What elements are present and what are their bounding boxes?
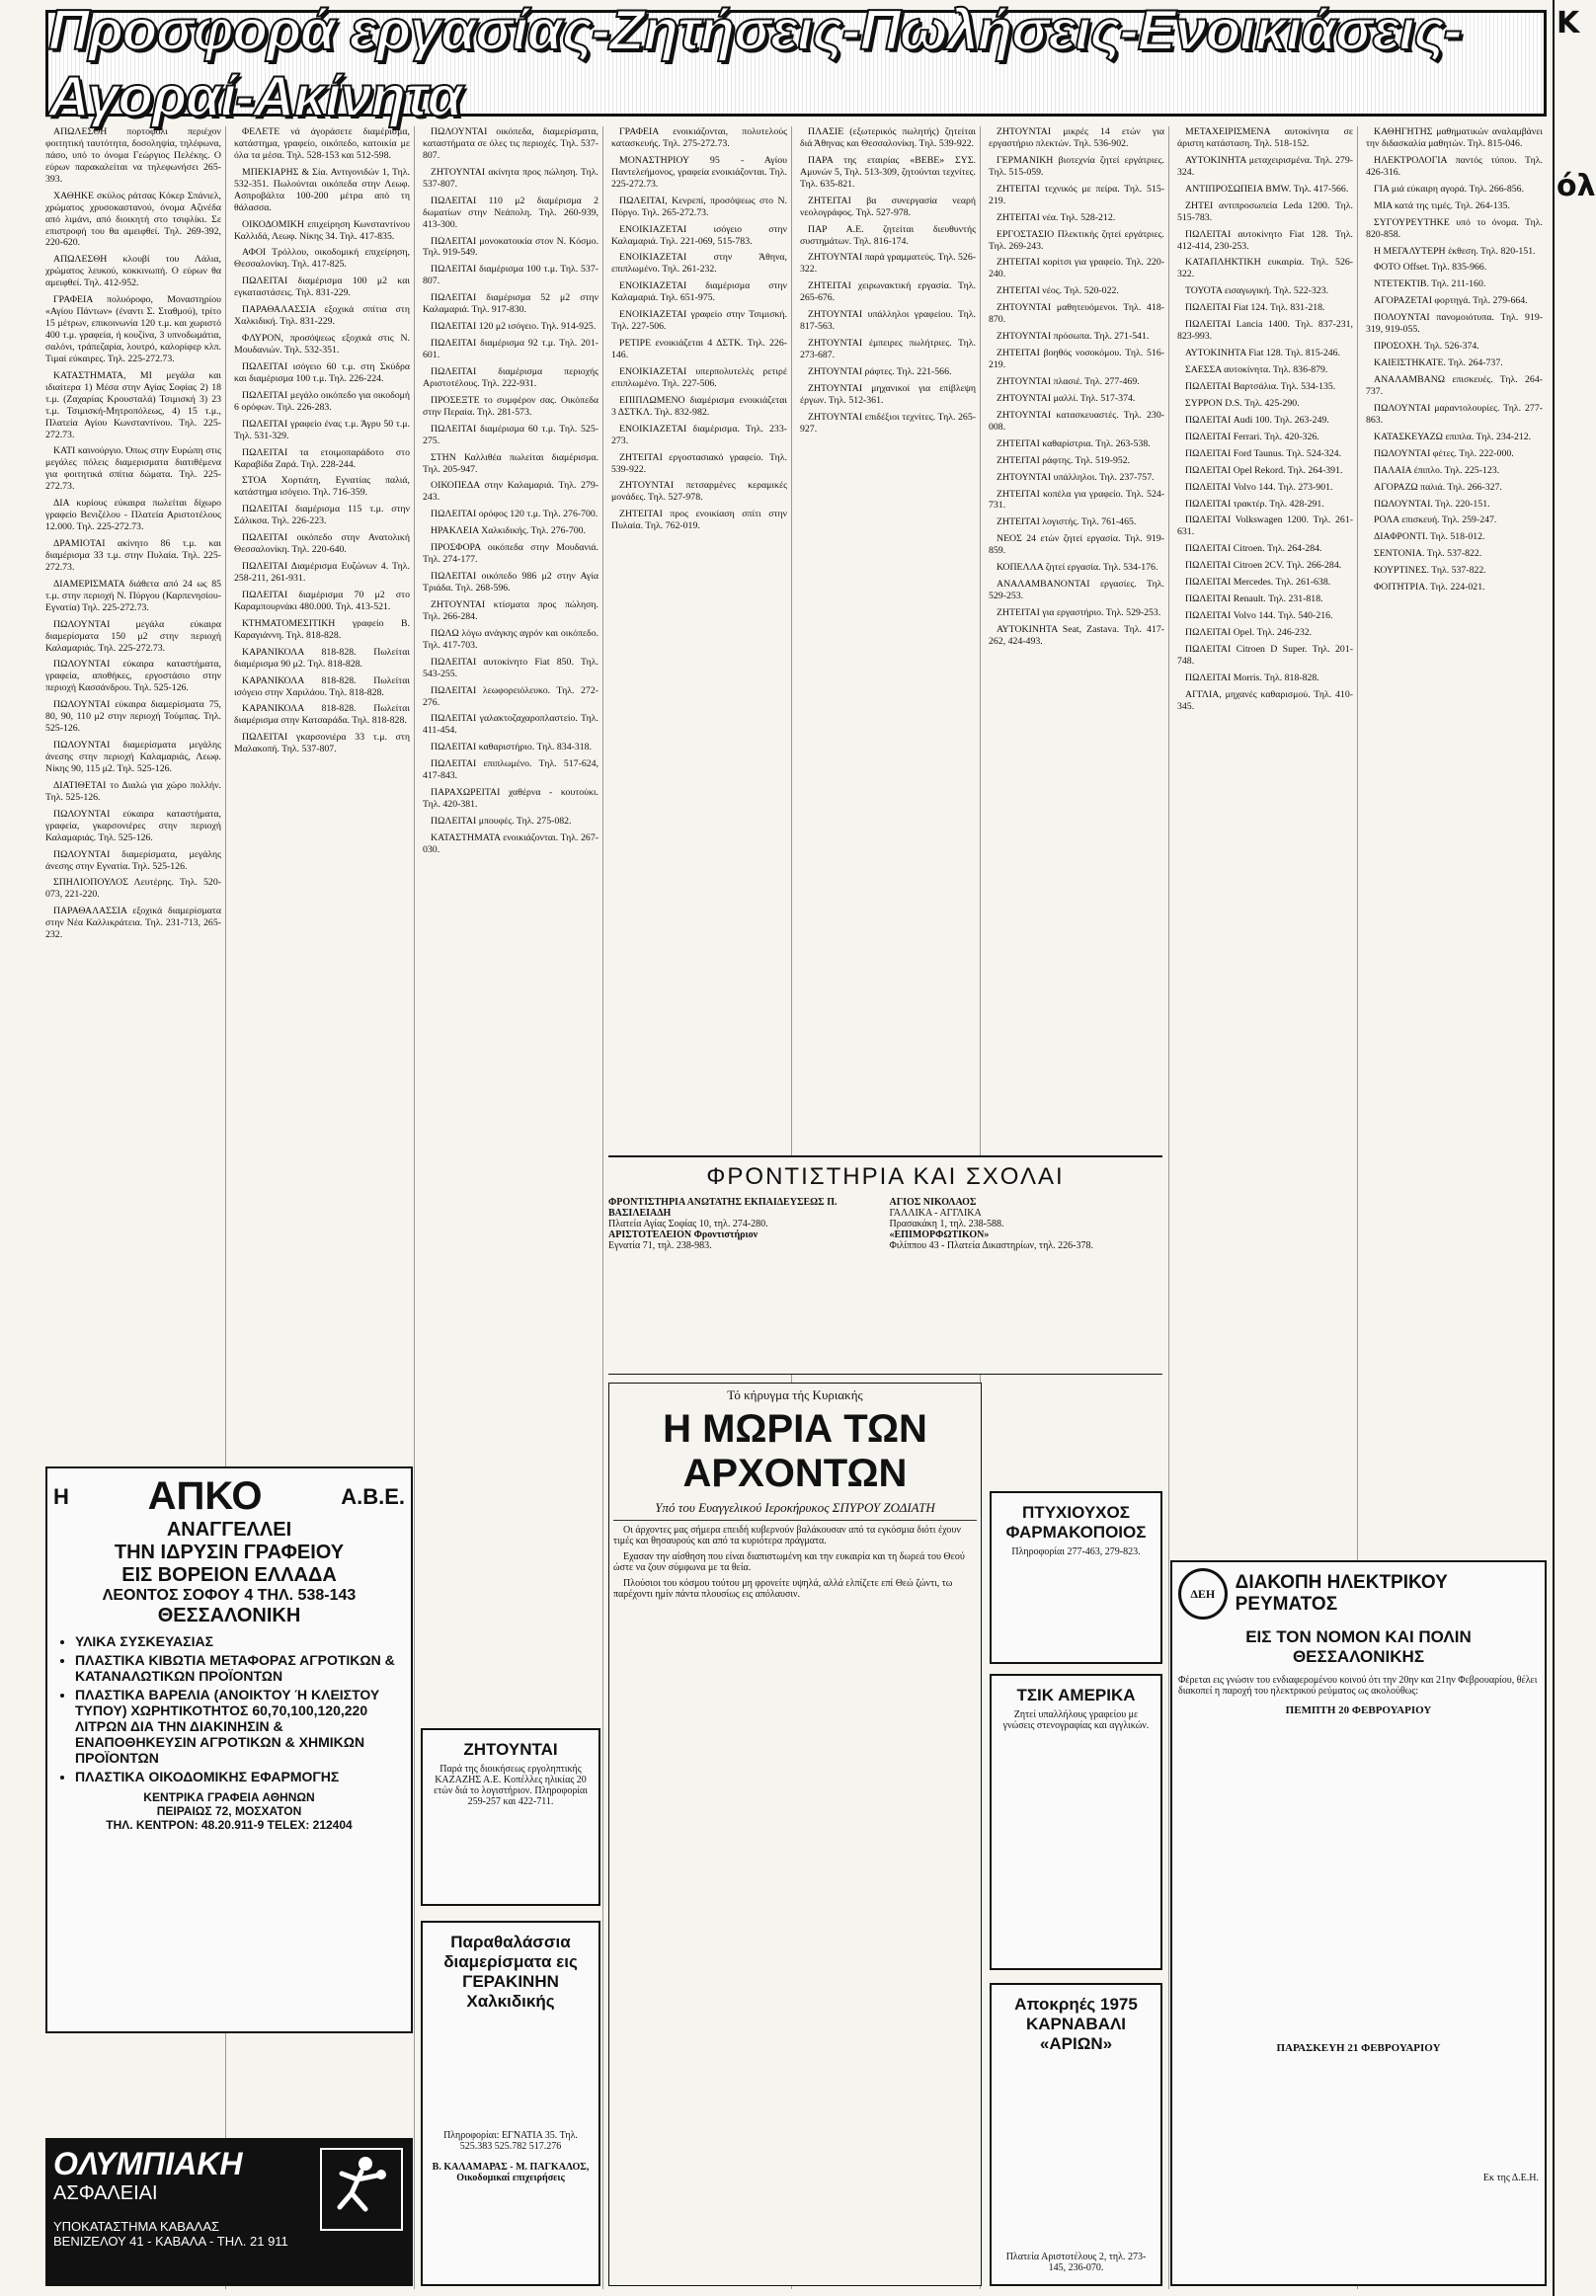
classified-ad: ΖΗΤΟΥΝΤΑΙ μηχανικοί για επίβλεψη έργων. Τηλ. 512-361. [800,382,976,406]
apko-line: ΤΗΝ ΙΔΡΥΣΙΝ ΓΡΑΦΕΙΟΥ [114,1542,345,1563]
classified-ad: ΠΩΛΕΙΤΑΙ Ford Taunus. Τηλ. 524-324. [1185,447,1342,459]
schools-right [890,1197,1163,1251]
classified-ad: ΖΗΤΟΥΝΤΑΙ πετσαρμένες κεραμικές μονάδες. Τηλ. 527-978. [611,480,787,504]
classified-ad: ΠΟΛΟΥΝΤΑΙ πανομοιότυπα. Τηλ. 919-319, 919-055. [1366,312,1543,336]
apko-line: ΘΕΣΣΑΛΟΝΙΚΗ [157,1605,301,1627]
classified-ad: ΕΝΟΙΚΙΑΖΕΤΑΙ γραφείο στην Τσιμισκή. Τηλ. 227-506. [611,309,787,333]
classified-ad: ΖΗΤΟΥΝΤΑΙ πρόσωπα. Τηλ. 271-541. [997,331,1150,343]
classified-ad: ΠΩΛΕΙΤΑΙ Morris. Τηλ. 818-828. [1185,672,1319,683]
classified-ad: ΖΗΤΟΥΝΤΑΙ επιδέξιοι τεχνίτες. Τηλ. 265-927. [800,411,976,435]
classifieds-banner: Προσφορά εργασίας-Ζητήσεις-Πωλήσεις-Ενοικιάσεις-Αγοραί-Ακίνητα [45,10,1547,117]
classified-ad: ΠΩΛΕΙΤΑΙ διαμέρισμα 92 τ.μ. Τηλ. 201-601. [423,338,598,360]
classified-ad: Η ΜΕΓΑΛΥΤΕΡΗ έκθεση. Τηλ. 820-151. [1374,245,1536,257]
classified-ad: ΠΑΡΑΘΑΛΑΣΣΙΑ εξοχικά σπίτια στη Χαλκιδική. Τηλ. 831-229. [234,304,410,328]
classified-ad: ΠΩΛΟΥΝΤΑΙ εύκαιρα καταστήματα, γραφεία, αποθήκες, εργοστάσιο στην περιοχή Κασσάνδρου. Τηλ. 525-126. [45,659,221,694]
pharmacist-title: ΠΤΥΧΙΟΥΧΟΣ ΦΑΡΜΑΚΟΠΟΙΟΣ [1005,1503,1147,1542]
classified-ad: ΕΝΟΙΚΙΑΖΕΤΑΙ ισόγειο στην Καλαμαριά. Τηλ. 221-069, 515-783. [611,223,787,247]
power-cut-header [1178,1568,1539,1620]
classified-ad: ΜΟΝΑΣΤΗΡΙΟΥ 95 - Αγίου Παντελεήμονος, γραφεία ενοικιάζονται. Τηλ. 225-272.73. [611,154,787,190]
classified-ad: ΖΗΤΟΥΝΤΑΙ ακίνητα προς πώληση. Τηλ. 537-807. [423,166,598,190]
classified-ad: ΑΓΟΡΑΖΩ παλιά. Τηλ. 266-327. [1374,481,1502,493]
classified-ad: ΠΩΛΟΥΝΤΑΙ διαμερίσματα μεγάλης άνεσης στην περιοχή Καλαμαριάς, Λεωφ. Νίκης 90, 115 μ2. Τηλ. 525-126. [45,740,221,774]
power-cut-intro: Φέρεται εις γνώσιν του ενδιαφερομένου κοινού ότι την 20ην και 21ην Φεβρουαρίου, θέλει διακοπεί η παροχή του ηλεκτρικού ρεύματος ως ακολούθως: [1178,1675,1538,1697]
classified-ad: ΜΠΕΚΙΑΡΗΣ & Σία. Αντιγονιδών 1, Τηλ. 532-351. Πωλούνται οικόπεδα στην Λεωφ. Ασπροβάλτα 100-200 μέτρα από τη θάλασσα. [234,166,410,213]
classified-ad: ΧΑΘΗΚΕ σκύλος ράτσας Κόκερ Σπάνιελ, χρώματος χρυσοκαστανού, όνομα Αζινέδα από λιμάνι, από διοικητή στο τσιφλίκι. Σε επιστροφή του θα αμειφθεί. Τηλ. 269-392, 220-620. [45,190,221,249]
classified-ad: ΠΑΡΑΘΑΛΑΣΣΙΑ εξοχικά διαμερίσματα στην Νέα Καλλικράτεια. Τηλ. 231-713, 265-232. [45,906,221,941]
classified-ad: ΠΡΟΣΟΧΗ. Τηλ. 526-374. [1374,341,1479,353]
deh-logo-icon: ΔΕΗ [1178,1568,1228,1620]
classified-ad: ΦΟΙΤΗΤΡΙΑ. Τηλ. 224-021. [1374,582,1485,594]
classified-ad: ΔΙΑΤΙΘΕΤΑΙ το Διαλώ για χώρο πολλήν. Τηλ. 525-126. [45,779,221,803]
classified-ad: ΑΥΤΟΚΙΝΗΤΑ μεταχειρισμένα. Τηλ. 279-324. [1177,154,1353,178]
classified-ad: ΠΩΛΕΙΤΑΙ τρακτέρ. Τηλ. 428-291. [1185,498,1324,510]
classified-ad: ΣΤΗΝ Καλλιθέα πωλείται διαμέρισμα. Τηλ. 205-947. [423,451,598,475]
classified-ad: ΡΟΛΑ επισκευή. Τηλ. 259-247. [1374,515,1497,526]
classified-ad: ΜΙΑ κατά της τιμές. Τηλ. 264-135. [1374,199,1510,211]
classified-ad: ΠΩΛΟΥΝΤΑΙ εύκαιρα διαμερίσματα 75, 80, 90, 110 μ2 στην περιοχή Τούμπας. Τηλ. 525-126. [45,699,221,735]
classified-ad: ΓΙΑ μιά εύκαιρη αγορά. Τηλ. 266-856. [1374,183,1525,195]
classified-ad: ΠΩΛΟΥΝΤΑΙ διαμερίσματα, μεγάλης άνεσης στην Εγνατία. Τηλ. 525-126. [45,848,221,872]
apko-product: • ΥΛΙΚΑ ΣΥΣΚΕΥΑΣΙΑΣ [75,1633,405,1649]
school-subtitle: ΓΑΛΛΙΚΑ - ΑΓΓΛΙΚΑ [889,1208,982,1219]
classified-ad: ΑΝΤΙΠΡΟΣΩΠΕΙΑ BMW. Τηλ. 417-566. [1185,183,1349,195]
school-text: Πλατεία Αγίας Σοφίας 10, τηλ. 274-280. [608,1219,768,1229]
kazazis-text: Παρά της διοικήσεως εργοληπτικής ΚΑΖΑΖΗΣ Α.Ε. Κοπέλλες ηλικίας 20 ετών διά το λογιστήριον. Πληροφορίαι 259-257 και 422-711. [434,1764,588,1807]
olympiaki-name: ΟΛΥΜΠΙΑΚΗ [53,2146,243,2181]
ads-list-7 [1177,126,1353,713]
classified-ad: ΖΗΤΕΙ αντιπροσωπεία Leda 1200. Τηλ. 515-783. [1177,199,1353,223]
classified-ad: ΔΙΑ κυρίους εύκαιρα πωλείται δίχωρο γραφείο Βενιζέλου - Πλατεία Αριστοτέλους 12.000. Τηλ. 225-272.73. [45,498,221,533]
classified-ad: ΖΗΤΕΙΤΑΙ χειρωνακτική εργασία. Τηλ. 265-676. [800,280,976,304]
classified-ad: ΠΑΡΑ της εταιρίας «ΒΕΒΕ» ΣΥΣ. Αμυνών 5, Τηλ. 513-309, ζητούνται τεχνίτες. Τηλ. 635-821. [800,154,976,190]
classified-ad: ΠΩΛΕΙΤΑΙ Διαμέρισμα Ευζώνων 4. Τηλ. 258-211, 261-931. [234,561,410,584]
apko-prefix: Η [53,1483,69,1509]
classified-ad: ΖΗΤΕΙΤΑΙ ράφτης. Τηλ. 519-952. [997,454,1131,466]
classified-ad: ΗΡΑΚΛΕΙΑ Χαλκιδικής. Τηλ. 276-700. [431,525,586,537]
classified-ad: ΠΛΑΣΙΕ (εξωτερικός πωλητής) ζητείται διά Άθηνας και Θεσσαλονίκη. Τηλ. 539-922. [800,126,976,149]
classified-ad: ΦΟΤΟ Offset. Τηλ. 835-966. [1374,262,1487,274]
classified-ad: ΠΩΛΕΙΤΑΙ Citroen. Τηλ. 264-284. [1185,543,1322,555]
classified-ad: ΡΕΤΙΡΕ ενοικιάζεται 4 ΔΣΤΚ. Τηλ. 226-146. [611,338,787,360]
classified-ad: ΝΤΕΤΕΚΤΙΒ. Τηλ. 211-160. [1374,278,1486,290]
schools-left [608,1197,882,1251]
classified-ad: ΖΗΤΟΥΝΤΑΙ υπάλληλοι. Τηλ. 237-757. [997,471,1155,483]
classified-ad: ΖΗΤΕΙΤΑΙ καθαρίστρια. Τηλ. 263-538. [997,437,1151,449]
sermon-article [608,1383,982,2286]
classified-ad: ΔΡΑΜΙΟΤΑΙ ακίνητο 86 τ.μ. και διαμέρισμα 33 τ.μ. στην Πυλαία. Τηλ. 225-272.73. [45,538,221,573]
carnival-notice [990,1983,1162,2286]
classified-ad: ΠΩΛΟΥΝΤΑΙ. Τηλ. 220-151. [1374,498,1490,510]
classified-ad: ΕΡΓΟΣΤΑΣΙΟ Πλεκτικής ζητεί εργάτριες. Τηλ. 269-243. [989,228,1164,252]
power-cut-subtitle: ΕΙΣ ΤΟΝ ΝΟΜΟΝ ΚΑΙ ΠΟΛΙΝ ΘΕΣΣΑΛΟΝΙΚΗΣ [1245,1627,1472,1666]
ads-list-5 [800,126,976,435]
classified-ad: ΖΗΤΟΥΝΤΑΙ υπάλληλοι γραφείου. Τηλ. 817-563. [800,309,976,333]
apko-line: ΛΕΟΝΤΟΣ ΣΟΦΟΥ 4 ΤΗΛ. 538-143 [102,1587,357,1604]
classified-ad: ΣΥΡΡΟΝ D.S. Τηλ. 425-290. [1185,397,1300,409]
classified-ad: ΓΡΑΦΕΙΑ πολυόροφο, Μοναστηρίου «Αγίου Πάντων» (έναντι Σ. Σταθμού), τρίτο 15 μέτρων, επικοινωνία 120 τ.μ. και χωριστό 400 τ.μ. γραφεία, ή κουζίνα, 3 υπνοδωμάτια, σαλόνι, τράπεζαρία, λουτρό, καλορίφερ κλπ. Τιμαί εύκαιρες. Τηλ. 225-272.73. [45,294,221,364]
ads-list-6 [989,126,1164,648]
ads-list-3 [423,126,598,856]
classified-ad: ΖΗΤΟΥΝΤΑΙ έμπειρες πωλήτριες. Τηλ. 273-687. [800,338,976,360]
classified-ad: ΚΤΗΜΑΤΟΜΕΣΙΤΙΚΗ γραφείο Β. Καραγιάννη. Τηλ. 818-828. [234,617,410,641]
gerakini-notice [421,1921,600,2286]
classified-ad: ΠΩΛΕΙΤΑΙ οικόπεδο στην Ανατολική Θεσσαλονίκη. Τηλ. 220-640. [234,532,410,556]
classified-ad: ΠΩΛΕΙΤΑΙ διαμέρισμα 52 μ2 στην Καλαμαριά. Τηλ. 917-830. [423,292,598,316]
tsik-america-notice [990,1674,1162,1970]
classified-ad: ΠΩΛΕΙΤΑΙ Opel Rekord. Τηλ. 264-391. [1185,464,1343,476]
page-edge [1553,0,1596,2296]
apko-line: ΕΙΣ ΒΟΡΕΙΟΝ ΕΛΛΑΔΑ [121,1564,337,1586]
classified-ad: ΚΑΤΙ καινούργιο. Όπως στην Ευρώπη στις μεγάλες πόλεις διαμερισματα διατιθέμενα για φοιτητικά σπίτια δώματα. Τηλ. 225-272.73. [45,445,221,493]
apko-footer-line: ΤΗΛ. ΚΕΝΤΡΟΝ: 48.20.911-9 TELEX: 212404 [106,1818,353,1833]
classified-ad: ΠΩΛΕΙΤΑΙ μεγάλο οικόπεδο για οικοδομή 6 ορόφων. Τηλ. 226-283. [234,389,410,413]
classified-ad: ΑΓΓΛΙΑ, μηχανές καθαρισμού. Τηλ. 410-345. [1177,688,1353,712]
carnival-title: Αποκρηές 1975 ΚΑΡΝΑΒΑΛΙ «ΑΡΙΩΝ» [1014,1995,1138,2053]
classified-ad: ΖΗΤΕΙΤΑΙ τεχνικός με πείρα. Τηλ. 515-219. [989,183,1164,206]
classified-ad: ΠΩΛΕΙΤΑΙ γραφείο ένας τ.μ. Άγρυ 50 τ.μ. Τηλ. 531-329. [234,418,410,441]
classified-ad: ΖΗΤΟΥΝΤΑΙ κατασκευαστές. Τηλ. 230-008. [989,409,1164,433]
classified-ad: ΖΗΤΕΙΤΑΙ κορίτσι για γραφείο. Τηλ. 220-240. [989,257,1164,280]
apko-footer [53,1790,405,1832]
classified-ad: ΠΩΛΟΥΝΤΑΙ φέτες. Τηλ. 222-000. [1374,447,1514,459]
classified-ad: ΖΗΤΟΥΝΤΑΙ κτίσματα προς πώληση. Τηλ. 266-284. [423,598,598,622]
ads-list-2 [234,126,410,755]
classified-ad: ΦΛΥΡΟΝ, προσόψεως εξοχικά στις Ν. Μουδανιών. Τηλ. 532-351. [234,333,410,356]
schools-heading: ΦΡΟΝΤΙΣΤΗΡΙΑ ΚΑΙ ΣΧΟΛΑΙ [706,1163,1065,1190]
classified-ad: ΚΑΤΑΣΤΗΜΑΤΑ ενοικιάζονται. Τηλ. 267-030. [423,831,598,855]
classified-ad: ΚΑΤΑΣΤΗΜΑΤΑ, ΜΙ μεγάλα και ιδιαίτερα 1) Μέσα στην Αγίας Σοφίας 2) 18 τ.μ. (Ζαχαρίας Κρουσταλά) Τσιμισκή 3) 23 τ.μ. Τσιμισκή-Μητροπόλεως, 4) 15 τ.μ., Πλατεία Αγίου Κωνσταντίνου. Τηλ. 225-272.73. [45,369,221,440]
classified-ad: ΠΩΛΕΙΤΑΙ 120 μ2 ισόγειο. Τηλ. 914-925. [431,321,597,333]
classified-ad: ΠΩΛΕΙΤΑΙ διαμέρισμα 60 τ.μ. Τηλ. 525-275. [423,423,598,446]
classified-ad: ΑΓΟΡΑΖΕΤΑΙ φορτηγά. Τηλ. 279-664. [1374,295,1528,307]
classified-ad: ΣΕΝΤΟΝΙΑ. Τηλ. 537-822. [1374,548,1482,560]
schools-grid [608,1197,1162,1251]
olympiaki-address: ΒΕΝΙΖΕΛΟΥ 41 - ΚΑΒΑΛΑ - ΤΗΛ. 21 911 [53,2234,288,2249]
classified-ad: ΠΩΛΕΙΤΑΙ Βαρτσάλια. Τηλ. 534-135. [1185,380,1336,392]
sermon-paragraph: Οι άρχοντες μας σήμερα επειδή κυβερνούν βαλάκουσαν από τα εγκόσμια διότι έχουν τιμές και θησαυρούς και από τα κυριότερα πράγματα. [613,1525,961,1546]
classified-ad: ΠΩΛΕΙΤΑΙ οικόπεδο 986 μ2 στην Αγία Τριάδα. Τηλ. 268-596. [423,571,598,594]
classified-ad: ΖΗΤΕΙΤΑΙ για εργαστήριο. Τηλ. 529-253. [997,607,1161,618]
classified-ad: ΓΡΑΦΕΙΑ ενοικιάζονται, πολυτελούς κατασκευής. Τηλ. 275-272.73. [611,126,787,149]
classified-ad: ΣΑΕΣΣΑ αυτοκίνητα. Τηλ. 836-879. [1185,364,1328,375]
classified-ad: ΑΥΤΟΚΙΝΗΤΑ Fiat 128. Τηλ. 815-246. [1185,348,1340,359]
classified-ad: ΖΗΤΟΥΝΤΑΙ μαλλί. Τηλ. 517-374. [997,392,1136,404]
classified-ad: ΠΩΛΕΙΤΑΙ Audi 100. Τηλ. 263-249. [1185,414,1329,426]
classified-ad: ΑΠΩΛΕΣΘΗ κλουβί του Λάλια, χρώματος λευκού, κοκκινωπή. Ο εύρων θα αμειφθεί. Τηλ. 412-952. [45,254,221,289]
classified-ad: ΣΥΓΟΥΡΕΥΤΗΚΕ υπό το όνομα. Τηλ. 820-858. [1366,216,1543,240]
apko-products [53,1633,405,1784]
apko-footer-line: ΠΕΙΡΑΙΩΣ 72, ΜΟΣΧΑΤΟΝ [156,1804,302,1819]
school-title: «ΕΠΙΜΟΡΦΩΤΙΚΟΝ» [889,1229,990,1240]
classified-ad: ΚΑΡΑΝΙΚΟΛΑ 818-828. Πωλείται ισόγειο στην Χαριλάου. Τηλ. 818-828. [234,674,410,698]
school-title: ΑΡΙΣΤΟΤΕΛΕΙΟΝ Φροντιστήριον [608,1229,758,1240]
classified-ad: ΖΗΤΕΙΤΑΙ προς ενοικίαση σπίτι στην Πυλαία. Τηλ. 762-019. [611,509,787,532]
classified-ad: ΑΥΤΟΚΙΝΗΤΑ Seat, Zastava. Τηλ. 417-262, 424-493. [989,623,1164,647]
kazazis-notice [421,1728,600,1906]
classified-ad: ΟΙΚΟΠΕΔΑ στην Καλαμαριά. Τηλ. 279-243. [423,480,598,504]
classified-ad: ΠΩΛΕΙΤΑΙ λεωφορειόλευκο. Τηλ. 272-276. [423,684,598,708]
apko-footer-line: ΚΕΝΤΡΙΚΑ ΓΡΑΦΕΙΑ ΑΘΗΝΩΝ [143,1790,315,1805]
tsik-america-text: Ζητεί υπαλλήλους γραφείου με γνώσεις στενογραφίας και αγγλικών. [1002,1709,1150,1731]
school-text: Εγνατία 71, τηλ. 238-983. [608,1240,712,1251]
pharmacist-notice [990,1491,1162,1664]
sermon-title: Η ΜΩΡΙΑ ΤΩΝ ΑΡΧΟΝΤΩΝ [663,1407,927,1495]
classified-ad: ΠΩΛΟΥΝΤΑΙ μεγάλα εύκαιρα διαμερίσματα 150 μ2 στην περιοχή Καλαμαριάς. Τηλ. 225-272.73. [45,618,221,654]
gerakini-text: Πληροφορίαι: ΕΓΝΑΤΙΑ 35. Τηλ. 525.383 525.782 517.276 [443,2130,578,2152]
classified-ad: ΖΗΤΕΙΤΑΙ νέος. Τηλ. 520-022. [997,285,1119,297]
classified-ad: ΠΩΛΕΙΤΑΙ αυτοκίνητο Fiat 850. Τηλ. 543-255. [423,656,598,679]
classified-ad: ΑΝΑΛΑΜΒΑΝΩ επισκευές. Τηλ. 264-737. [1366,374,1543,397]
classified-ad: ΖΗΤΟΥΝΤΑΙ μαθητευόμενοι. Τηλ. 418-870. [989,302,1164,326]
classified-ad: ΖΗΤΟΥΝΤΑΙ ράφτες. Τηλ. 221-566. [808,365,952,377]
kazazis-title: ΖΗΤΟΥΝΤΑΙ [463,1740,558,1759]
edge-letter-top: Κ [1556,6,1580,40]
classified-ad: ΚΟΠΕΛΛΑ ζητεί εργασία. Τηλ. 534-176. [997,562,1158,574]
classified-ad: ΚΑΡΑΝΙΚΟΛΑ 818-828. Πωλείται διαμέρισμα στην Κατσαράδα. Τηλ. 818-828. [234,703,410,727]
classified-ad: ΖΗΤΟΥΝΤΑΙ μικρές 14 ετών για εργαστήριο πλεκτών. Τηλ. 536-902. [989,126,1164,149]
power-cut-day: ΠΑΡΑΣΚΕΥΗ 21 ΦΕΒΡΟΥΑΡΙΟΥ [1276,2042,1441,2054]
classified-ad: ΠΩΛΕΙΤΑΙ Volvo 144. Τηλ. 273-901. [1185,481,1333,493]
divider [613,1520,977,1521]
school-title: ΦΡΟΝΤΙΣΤΗΡΙΑ ΑΝΩΤΑΤΗΣ ΕΚΠΑΙΔΕΥΣΕΩΣ Π. ΒΑΣΙΛΕΙΑΔΗ [608,1197,838,1219]
classified-ad: ΠΩΛΕΙΤΑΙ επιπλωμένο. Τηλ. 517-624, 417-843. [423,758,598,782]
edge-letter-bottom: όλ [1556,169,1596,203]
classified-ad: ΠΑΛΑΙΑ έπιπλο. Τηλ. 225-123. [1374,464,1500,476]
gerakini-title: Παραθαλάσσια διαμερίσματα εις ΓΕΡΑΚΙΝΗΝ Χαλκιδικής [443,1933,578,2011]
classified-ad: ΟΙΚΟΔΟΜΙΚΗ επιχείρηση Κωνσταντίνου Καλλιδά, Λεωφ. Νίκης 34. Τηλ. 417-835. [234,218,410,242]
classified-ad: ΑΠΩΛΕΣΘΗ πορτοφόλι περιέχον φοιτητική ταυτότητα, δοσοληψία, τηλέφωνα, πάσο, υπό το όνομα Γεώργιος Πελέκης. Ο εύρων παρακαλείται να τηλεφωνήσει 265-393. [45,126,221,185]
classified-ad: ΝΕΟΣ 24 ετών ζητεί εργασία. Τηλ. 919-859. [989,533,1164,557]
classified-ad: ΠΡΟΣΕΞΤΕ το συμφέρον σας. Οικόπεδα στην Περαία. Τηλ. 281-573. [423,394,598,418]
tsik-america-title: ΤΣΙΚ ΑΜΕΡΙΚΑ [1016,1686,1136,1704]
classified-ad: ΠΩΛΕΙΤΑΙ Citroen 2CV. Τηλ. 266-284. [1185,560,1342,572]
classified-ad: ΠΩΛΕΙΤΑΙ διαμέρισμα 100 τ.μ. Τηλ. 537-807. [423,264,598,287]
classified-ad: ΠΩΛΟΥΝΤΑΙ μαραντολουρίες. Τηλ. 277-863. [1366,402,1543,426]
classified-ad: ΖΗΤΕΙΤΑΙ βοηθός νοσοκόμου. Τηλ. 516-219. [989,348,1164,370]
ads-list-4 [611,126,787,532]
classified-ad: ΠΩΛΕΙΤΑΙ γκαρσονιέρα 33 τ.μ. στη Μαλακοπή. Τηλ. 537-807. [234,732,410,755]
apko-header [53,1474,405,1519]
classified-ad: ΠΑΡ Α.Ε. ζητείται διευθυντής συστημάτων. Τηλ. 816-174. [800,223,976,247]
classified-ad: ΠΩΛΕΙΤΑΙ Renault. Τηλ. 231-818. [1185,594,1323,605]
classified-ad: ΕΝΟΙΚΙΑΖΕΤΑΙ διαμέρισμα. Τηλ. 233-273. [611,423,787,446]
school-text: Πρασακάκη 1, τηλ. 238-588. [889,1219,1004,1229]
ads-list-8 [1366,126,1543,594]
classified-ad: ΠΩΛΕΙΤΑΙ μπουφές. Τηλ. 275-082. [431,816,572,827]
gerakini-sign: Β. ΚΑΛΑΜΑΡΑΣ - Μ. ΠΑΓΚΑΛΟΣ, Οικοδομικαί επιχειρήσεις [432,2162,590,2183]
classified-ad: ΑΝΑΛΑΜΒΑΝΟΝΤΑΙ εργασίες. Τηλ. 529-253. [989,579,1164,602]
classified-ad: ΚΟΥΡΤΙΝΕΣ. Τηλ. 537-822. [1374,565,1486,577]
apko-advert [45,1466,413,2033]
classified-ad: ΜΕΤΑΧΕΙΡΙΣΜΕΝΑ αυτοκίνητα σε άριστη κατάσταση. Τηλ. 518-152. [1177,126,1353,149]
classified-ad: ΑΦΟΙ Τρόλλου, οικοδομική επιχείρηση, Θεσσαλονίκη. Τηλ. 417-825. [234,247,410,271]
classified-ad: ΔΙΑΦΡΟΝΤΙ. Τηλ. 518-012. [1374,531,1485,543]
classified-ad: ΠΩΛΕΙΤΑΙ Opel. Τηλ. 246-232. [1185,627,1313,638]
classified-ad: ΠΩΛΕΙΤΑΙ Volkswagen 1200. Τηλ. 261-631. [1177,515,1353,538]
classified-ad: ΠΩΛΕΙΤΑΙ Citroen D Super. Τηλ. 201-748. [1177,643,1353,667]
classified-ad: ΦΕΛΕΤΕ νά άγοράσετε διαμέρισμα, κατάστημα, γραφείο, οικόπεδο, κατοικία με όλα τα μέσα. Τηλ. 528-153 και 512-598. [234,126,410,161]
classified-ad: ΠΩΛΩ λόγω ανάγκης αγρόν και οικόπεδο. Τηλ. 417-703. [423,627,598,651]
classified-ad: ΠΩΛΕΙΤΑΙ γαλακτοζαχαροπλαστείο. Τηλ. 411-454. [423,713,598,737]
classified-ad: ΖΗΤΟΥΝΤΑΙ πλασιέ. Τηλ. 277-469. [997,375,1140,387]
classified-ad: ΠΩΛΕΙΤΑΙ 110 μ2 διαμέρισμα 2 δωματίων στην Νεάπολη. Τηλ. 260-939, 413-300. [423,195,598,230]
apko-announcement [53,1519,405,1627]
classified-ad: ΠΩΛΕΙΤΑΙ καθαριστήριο. Τηλ. 834-318. [431,742,593,753]
classified-ad: ΠΡΟΣΦΟΡΑ οικόπεδα στην Μουδανιά. Τηλ. 274-177. [423,542,598,566]
classified-ad: ΚΑΡΑΝΙΚΟΛΑ 818-828. Πωλείται διαμέρισμα 90 μ2. Τηλ. 818-828. [234,646,410,670]
sermon-paragraph: Εχασαν την αίσθηση που είναι διαπιστωμένη και την ευκαιρία και τη δωρεά του Θεού ώστε να ζουν σύμφωνα με τα θεία. [613,1551,965,1573]
ads-list-1 [45,126,221,941]
classified-ad: ΠΩΛΕΙΤΑΙ Mercedes. Τηλ. 261-638. [1185,577,1331,589]
pharmacist-text: Πληροφορίαι 277-463, 279-823. [1011,1546,1141,1557]
classified-ad: ΠΩΛΕΙΤΑΙ μονοκατοικία στον Ν. Κόσμο. Τηλ. 919-549. [423,235,598,259]
classified-ad: ΕΝΟΙΚΙΑΖΕΤΑΙ διαμέρισμα στην Καλαμαριά. Τηλ. 651-975. [611,280,787,304]
classified-ad: ΖΗΤΕΙΤΑΙ νέα. Τηλ. 528-212. [997,211,1116,223]
classified-ad: ΚΑΤΑΠΛΗΚΤΙΚΗ ευκαιρία. Τηλ. 526-322. [1177,257,1353,280]
apko-product: • ΠΛΑΣΤΙΚΑ ΚΙΒΩΤΙΑ ΜΕΤΑΦΟΡΑΣ ΑΓΡΟΤΙΚΩΝ & ΚΑΤΑΝΑΛΩΤΙΚΩΝ ΠΡΟΪΟΝΤΩΝ [75,1652,405,1684]
classified-ad: ΖΗΤΕΙΤΑΙ εργοστασιακό γραφείο. Τηλ. 539-922. [611,451,787,475]
classified-ad: ΠΩΛΕΙΤΑΙ διαμέρισμα 70 μ2 στο Καραμπουρνάκι 480.000. Τηλ. 413-521. [234,589,410,612]
classified-ad: ΠΩΛΕΙΤΑΙ, Κενρεπί, προσόψεως στο Ν. Πύργο. Τηλ. 265-272.73. [611,195,787,218]
olympiaki-advert [45,2138,413,2286]
apko-suffix: Α.Β.Ε. [341,1483,405,1509]
classified-ad: ΠΩΛΕΙΤΑΙ διαμέρισμα 115 τ.μ. στην Σάλικσα. Τηλ. 226-223. [234,504,410,527]
classified-ad: ΕΝΟΙΚΙΑΖΕΤΑΙ στην Άθηνα, επιπλωμένο. Τηλ. 261-232. [611,252,787,276]
power-cut-day: ΠΕΜΠΤΗ 20 ΦΕΒΡΟΥΑΡΙΟΥ [1285,1704,1432,1716]
sermon-paragraph: Πλούσιοι του κόσμου τούτου μη φρονείτε υψηλά, αλλά ελπίζετε επί Θεώ ζώντι, τω παρέχοντι ημίν πάντα πλουσίως εις απόλαυσιν. [613,1578,953,1600]
classified-ad: ΣΤΟΑ Χορτιάτη, Εγνατίας παλιά, κατάστημα ισόγειο. Τηλ. 716-359. [234,475,410,499]
olympiaki-branch: ΥΠΟΚΑΤΑΣΤΗΜΑ ΚΑΒΑΛΑΣ [53,2219,220,2234]
classified-ad: ΚΑΙΕΙΣΤΗΚΑΤΕ. Τηλ. 264-737. [1374,357,1503,369]
classified-ad: ΓΕΡΜΑΝΙΚΗ βιοτεχνία ζητεί εργάτριες. Τηλ. 515-059. [989,154,1164,178]
classified-ad: ΣΠΗΛΙΟΠΟΥΛΟΣ Λευτέρης. Τηλ. 520-073, 221-220. [45,877,221,901]
power-cut-notice [1170,1560,1547,2286]
classified-ad: ΠΩΛΟΥΝΤΑΙ εύκαιρα καταστήματα, γραφεία, γκαρσονιέρες στην περιοχή Καλαμαριάς. Τηλ. 525-126. [45,808,221,843]
school-text: Φιλίππου 43 - Πλατεία Δικαστηρίων, τηλ. 226-378. [889,1240,1093,1251]
classified-ad: ΠΩΛΕΙΤΑΙ τα ετοιμοπαράδοτο στο Καραβίδα Ζαρά. Τηλ. 228-244. [234,446,410,470]
classified-ad: ΠΩΛΕΙΤΑΙ ισόγειο 60 τ.μ. στη Σκύδρα και διαμέρισμα 100 τ.μ. Τηλ. 226-224. [234,360,410,384]
classified-ad: ΠΩΛΕΙΤΑΙ Volvo 144. Τηλ. 540-216. [1185,610,1333,622]
classified-ad: ΕΝΟΙΚΙΑΖΕΤΑΙ υπερπολυτελές ρετιρέ επιπλωμένο. Τηλ. 227-506. [611,365,787,389]
classified-ad: ΠΩΛΕΙΤΑΙ Ferrari. Τηλ. 420-326. [1185,431,1319,442]
apko-logo: ΑΠΚΟ [147,1474,263,1518]
olympiaki-kind: ΑΣΦΑΛΕΙΑΙ [53,2182,158,2204]
sermon-kicker: Τό κήρυγμα τής Κυριακής [727,1387,863,1402]
power-cut-title: ΔΙΑΚΟΠΗ ΗΛΕΚΤΡΙΚΟΥ ΡΕΥΜΑΤΟΣ [1235,1572,1448,1615]
classified-ad: ΠΩΛΕΙΤΑΙ διαμέρισμα 100 μ2 και εγκαταστάσεις. Τηλ. 831-229. [234,276,410,299]
classified-ad: ΖΗΤΕΙΤΑΙ λογιστής. Τηλ. 761-465. [997,516,1137,528]
classified-ad: ΤΟΥΟΤΑ εισαγωγική. Τηλ. 522-323. [1185,285,1329,297]
classified-ad: ΖΗΤΕΙΤΑΙ κοπέλα για γραφείο. Τηλ. 524-731. [989,488,1164,512]
power-cut-sign: Εκ της Δ.Ε.Η. [1482,2173,1539,2183]
carnival-text: Πλατεία Αριστοτέλους 2, τηλ. 273-145, 236-070. [1005,2252,1147,2273]
classified-ad: ΠΩΛΟΥΝΤΑΙ οικόπεδα, διαμερίσματα, καταστήματα σε όλες τις περιοχές. Τηλ. 537-807. [423,126,598,161]
sermon-byline: Υπό του Ευαγγελικού Ιεροκήρυκος ΣΠΥΡΟΥ ΖΟΔΙΑΤΗ [655,1500,935,1515]
discus-thrower-icon [320,2148,403,2231]
classified-ad: ΠΩΛΕΙΤΑΙ ορόφος 120 τ.μ. Τηλ. 276-700. [431,509,598,520]
schools-section [608,1155,1162,1375]
school-title: ΑΓΙΟΣ ΝΙΚΟΛΑΟΣ [889,1197,977,1208]
apko-line: ΑΝΑΓΓΕΛΛΕΙ [166,1519,292,1541]
classified-ad: ΕΠΙΠΛΩΜΕΝΟ διαμέρισμα ενοικιάζεται 3 ΔΣΤΚΛ. Τηλ. 832-982. [611,394,787,418]
classified-ad: ΖΗΤΟΥΝΤΑΙ παρά γραμματεύς. Τηλ. 526-322. [800,252,976,276]
classified-ad: ΠΩΛΕΙΤΑΙ Fiat 124. Τηλ. 831-218. [1185,302,1325,314]
apko-product: • ΠΛΑΣΤΙΚΑ ΒΑΡΕΛΙΑ (ΑΝΟΙΚΤΟΥ Ή ΚΛΕΙΣΤΟΥ ΤΥΠΟΥ) ΧΩΡΗΤΙΚΟΤΗΤΟΣ 60,70,100,120,220 ΛΙΤΡΩΝ ΔΙΑ ΤΗΝ ΔΙΑΚΙΝΗΣΙΝ & ΕΝΑΠΟΘΗΚΕΥΣΙΝ ΑΓΡΟΤΙΚΩΝ & ΧΗΜΙΚΩΝ ΠΡΟΪΟΝΤΩΝ [75,1687,405,1766]
classified-ad: ΠΩΛΕΙΤΑΙ διαμέρισμα περιοχής Αριστοτέλους. Τηλ. 222-931. [423,365,598,389]
apko-product: • ΠΛΑΣΤΙΚΑ ΟΙΚΟΔΟΜΙΚΗΣ ΕΦΑΡΜΟΓΗΣ [75,1769,405,1784]
classified-ad: ΗΛΕΚΤΡΟΛΟΓΙΑ παντός τύπου. Τηλ. 426-316. [1366,154,1543,178]
classified-ad: ΔΙΑΜΕΡΙΣΜΑΤΑ διάθετα από 24 ως 85 τ.μ. στην περιοχή Ν. Πύργου (Καρπενησίου-Εγνατία) Τηλ. 225-272.73. [45,578,221,613]
classified-ad: ΠΩΛΕΙΤΑΙ αυτοκίνητο Fiat 128. Τηλ. 412-414, 230-253. [1177,228,1353,252]
classified-ad: ΠΑΡΑΧΩΡΕΙΤΑΙ χαθέρνα - κουτούκι. Τηλ. 420-381. [423,787,598,811]
classified-ad: ΚΑΘΗΓΗΤΗΣ μαθηματικών αναλαμβάνει την διδασκαλία μαθητών. Τηλ. 815-046. [1366,126,1543,149]
classified-ad: ΚΑΤΑΣΚΕΥΑΖΩ επιπλα. Τηλ. 234-212. [1374,431,1532,442]
classified-ad: ΠΩΛΕΙΤΑΙ Lancia 1400. Τηλ. 837-231, 823-993. [1177,319,1353,343]
classified-ad: ΖΗΤΕΙΤΑΙ βα συνεργασία νεαρή νεολογράφος. Τηλ. 527-978. [800,195,976,218]
